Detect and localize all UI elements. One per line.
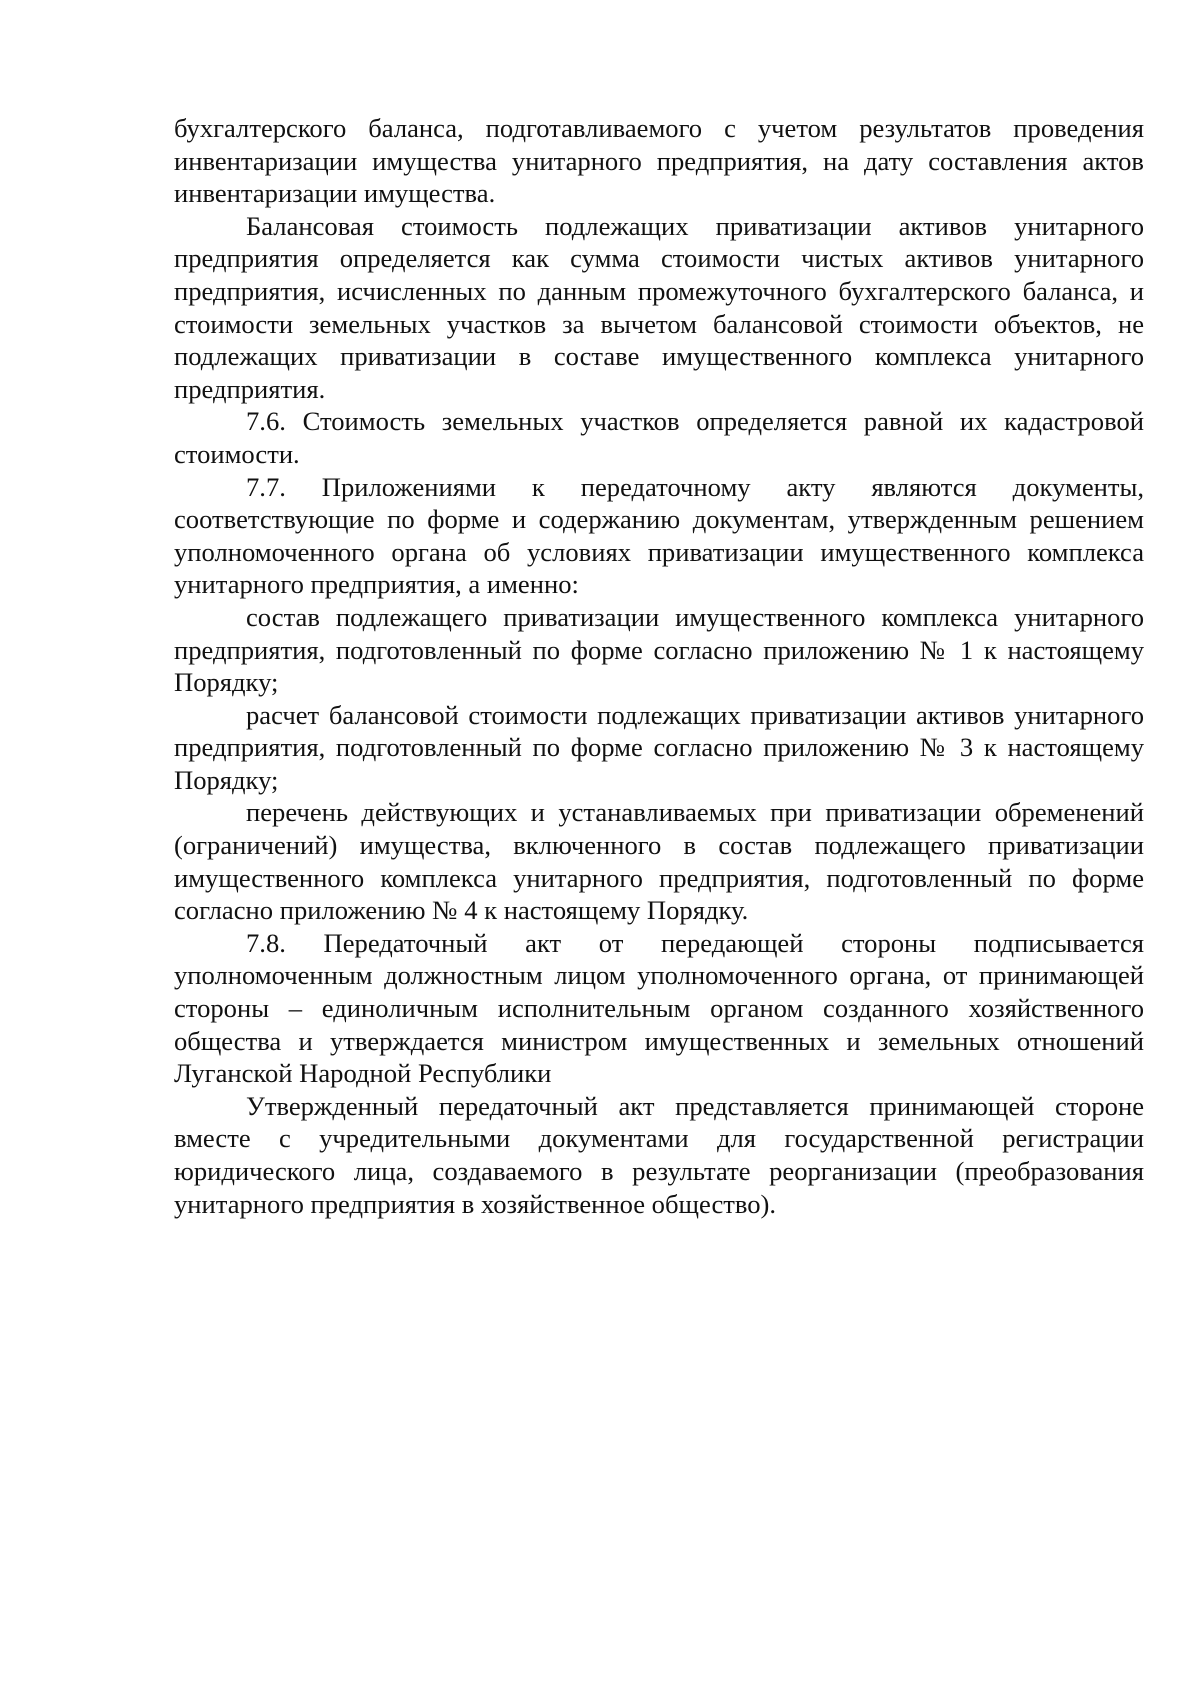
paragraph-approved-act: Утвержденный передаточный акт представляется принимающей стороне вместе с учредительными документами для государственной регистрации юридического лица, создаваемого в результате реорганизации (преобразования унитарного предприятия в хозяйственное общество).: [174, 1090, 1144, 1219]
paragraph-7-7: 7.7. Приложениями к передаточному акту являются документы, соответствующие по форме и содержанию документам, утвержденным решением уполномоченного органа об условиях приватизации имущественного комплекса унитарного предприятия, а именно:: [174, 471, 1144, 600]
document-body: [174, 112, 1144, 1220]
paragraph-book-value: Балансовая стоимость подлежащих приватизации активов унитарного предприятия определяется как сумма стоимости чистых активов унитарного предприятия, исчисленных по данным промежуточного бухгалтерского баланса, и стоимости земельных участков за вычетом балансовой стоимости объектов, не подлежащих приватизации в составе имущественного комплекса унитарного предприятия.: [174, 210, 1144, 404]
paragraph-balance-continuation: бухгалтерского баланса, подготавливаемого с учетом результатов проведения инвентаризации имущества унитарного предприятия, на дату составления актов инвентаризации имущества.: [174, 113, 1144, 209]
paragraph-list-composition: состав подлежащего приватизации имущественного комплекса унитарного предприятия, подготовленный по форме согласно приложению № 1 к настоящему Порядку;: [174, 601, 1144, 698]
paragraph-list-calculation: расчет балансовой стоимости подлежащих приватизации активов унитарного предприятия, подготовленный по форме согласно приложению № 3 к настоящему Порядку;: [174, 699, 1144, 795]
paragraph-7-6: 7.6. Стоимость земельных участков определяется равной их кадастровой стоимости.: [174, 406, 1144, 469]
paragraph-7-8: 7.8. Передаточный акт от передающей стороны подписывается уполномоченным должностным лицом уполномоченного органа, от принимающей стороны – единоличным исполнительным органом созданного хозяйственного общества и утверждается министром имущественных и земельных отношений Луганской Народной Республики: [174, 927, 1144, 1089]
paragraph-list-encumbrances: перечень действующих и устанавливаемых при приватизации обременений (ограничений) имущества, включенного в состав подлежащего приватизации имущественного комплекса унитарного предприятия, подготовленный по форме согласно приложению № 4 к настоящему Порядку.: [174, 797, 1144, 926]
